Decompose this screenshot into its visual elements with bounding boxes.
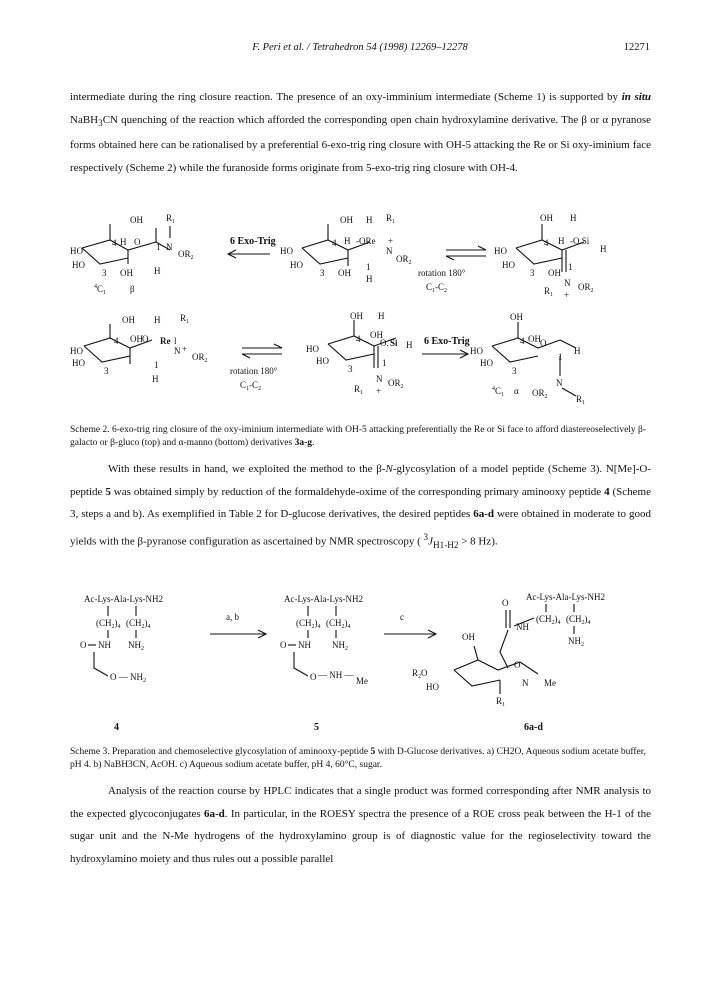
text-run: N (385, 463, 393, 475)
svg-text:HO: HO (72, 358, 85, 368)
rotation-label: rotation 180° (418, 268, 466, 278)
svg-text:3: 3 (102, 268, 107, 278)
svg-text:4C1: $^4C_1$ (492, 386, 505, 398)
svg-text:OH: OH (338, 268, 351, 278)
paragraph-peptide-glycosylation (70, 458, 651, 556)
svg-text:— NH —: — NH — (318, 670, 354, 680)
svg-text:HO: HO (502, 260, 515, 270)
svg-text:H: H (344, 236, 351, 246)
structure-6ad (412, 592, 605, 733)
svg-text:1: 1 (366, 262, 371, 272)
svg-text:4: 4 (520, 336, 525, 346)
svg-text:-ORe: -ORe (356, 236, 376, 246)
text-run: 6a-d (204, 807, 225, 820)
text-run: -glycosylation of a model peptide (Scheme 3). N[Me]-O-peptide (70, 463, 652, 498)
svg-text:H: H (378, 311, 385, 321)
svg-text:NH2: $NH_2$ (332, 640, 348, 652)
text-run: Scheme 2. 6-exo-trig ring closure of the oxy-iminium intermediate with OH-5 attacking preferentially the Re or Si face to afford diastereoselectively β-galacto or β-gluco (top) and α-manno (bottom) derivatives (70, 425, 647, 448)
rotation-label-bottom: rotation 180° (230, 366, 278, 376)
svg-text:OR2: $OR_2$ (388, 378, 404, 390)
svg-text:N: N (386, 246, 393, 256)
svg-text:HO: HO (290, 260, 303, 270)
running-head: F. Peri et al. / Tetrahedron 54 (1998) 12269–12278 (252, 42, 468, 53)
svg-text:O: O (80, 640, 87, 650)
svg-text:NH: NH (516, 622, 529, 632)
svg-text:Re: Re (160, 336, 171, 346)
svg-text:HO: HO (70, 346, 83, 356)
svg-text:3: 3 (320, 268, 325, 278)
svg-text:1: 1 (156, 242, 161, 252)
text-run: CN quenching of the reaction which afforded the corresponding open chain hydroxylamine derivative. The β or α pyranose forms obtained here can be rationalised by a preferential 6-exo-trig ring closure with OH-5 attacking the Re or Si oxy-iminium face respectively (Scheme 2) while the furanoside forms originate from 5-exo-trig ring closure with OH-4. (70, 113, 651, 174)
text-run: was obtained simply by reduction of the formaldehyde-oxime of the corresponding primary aminooxy peptide (110, 485, 605, 498)
exo-trig-label: 6 Exo-Trig (230, 236, 276, 247)
compound-4-label: 4 (114, 722, 119, 733)
svg-text:HO: HO (316, 356, 329, 366)
svg-text:OH: OH (370, 330, 383, 340)
step-c-label: c (400, 612, 404, 622)
svg-text:4: 4 (544, 238, 549, 248)
svg-text:3: 3 (348, 364, 353, 374)
svg-text:R1: $R_1$ (166, 213, 176, 225)
svg-text:R2O: $R_2O$ (412, 668, 428, 680)
peptide-label-5: Ac-Lys-Ala-Lys-NH2 (284, 594, 363, 604)
svg-text:NH: NH (98, 640, 111, 650)
text-run: 4 (604, 485, 610, 498)
svg-text:O.: O. (380, 338, 389, 348)
svg-text:H: H (570, 213, 577, 223)
ring-oxyiminium-si-bottom (306, 311, 413, 396)
svg-text:HO: HO (480, 358, 493, 368)
svg-text:H: H (154, 315, 161, 325)
svg-text:OH: OH (350, 311, 363, 321)
svg-text:-O.Si: -O.Si (570, 236, 590, 246)
svg-text:β: β (130, 284, 135, 294)
text-run: . (311, 438, 315, 448)
svg-text:OR2: $OR_2$ (532, 388, 548, 400)
svg-text:O: O (502, 598, 509, 608)
svg-text:3: 3 (512, 366, 517, 376)
text-run: NaBH (70, 113, 99, 126)
svg-text:H: H (558, 236, 565, 246)
text-run: 5 (105, 485, 111, 498)
svg-text:N: N (522, 678, 529, 688)
svg-text:R1: $R_1$ (576, 394, 586, 406)
svg-text:(CH2)4: $(CH_2)_4$ (296, 618, 321, 630)
text-run: > 8 Hz). (458, 535, 498, 548)
structure-4 (80, 594, 163, 733)
ring-oxyiminium-re (280, 213, 412, 284)
svg-text:+: + (564, 290, 570, 300)
svg-text:R1: $R_1$ (496, 696, 506, 708)
svg-text:(CH2)4: $(CH_2)_4$ (566, 614, 591, 626)
svg-text:HO: HO (280, 246, 293, 256)
svg-text:O: O (280, 640, 287, 650)
svg-text:4: 4 (114, 336, 119, 346)
paragraph-hplc-analysis (70, 780, 651, 870)
text-run: intermediate during the ring closure reaction. The presence of an oxy-imminium intermediate (Scheme 1) is supported by (70, 91, 622, 103)
svg-text:Me: Me (356, 676, 368, 686)
scheme-2-caption (70, 424, 651, 450)
peptide-label-6: Ac-Lys-Ala-Lys-NH2 (526, 592, 605, 602)
svg-text:HO: HO (494, 246, 507, 256)
scheme-3-caption (70, 746, 651, 772)
superscript: 3 (423, 531, 429, 542)
svg-text:N: N (376, 374, 383, 384)
text-run: . In particular, in the ROESY spectra the presence of a ROE cross peak between the H-1 of the sugar unit and the N-Me hydrogens of the hydroxylamino group is of diagnostic value for the regioselectivity toward the hydroxylamino moiety and thus rules out a possible parallel (70, 807, 651, 865)
svg-text:Si: Si (390, 338, 398, 348)
text-run: in situ (621, 91, 651, 103)
svg-text:1: 1 (154, 360, 159, 370)
scheme-3-figure (70, 590, 651, 740)
svg-text:OH: OH (540, 213, 553, 223)
ring-alpha-product (470, 312, 585, 406)
svg-text:OH: OH (340, 215, 353, 225)
svg-text:3: 3 (530, 268, 535, 278)
svg-text:R1: $R_1$ (180, 313, 190, 325)
text-run: were obtained in moderate to good yields with the β-pyranose configuration as ascertained by NMR spectroscopy ( (70, 508, 651, 548)
text-run: J (428, 535, 433, 548)
svg-text:N: N (564, 278, 571, 288)
svg-text:1: 1 (568, 262, 573, 272)
text-run: Analysis of the reaction course by HPLC indicates that a single product was formed corresponding after NMR analysis to the expected glycoconjugates (70, 785, 651, 820)
svg-text:H: H (574, 346, 581, 356)
svg-text:HO: HO (470, 346, 483, 356)
svg-text:OH: OH (130, 215, 143, 225)
compound-6-label: 6a-d (524, 722, 543, 733)
svg-text:OH: OH (120, 268, 133, 278)
text-run: (Scheme 3, steps a and b). As exemplified in Table 2 for D-glucose derivatives, the desired peptides (70, 485, 651, 520)
svg-text:+: + (388, 236, 394, 246)
text-run: 5 (370, 747, 376, 757)
compound-5-label: 5 (314, 722, 319, 733)
svg-text:HO: HO (306, 344, 319, 354)
subscript: H1-H2 (433, 539, 459, 550)
structure-5 (280, 594, 368, 733)
svg-text:4: 4 (112, 238, 117, 248)
svg-text:OH: OH (528, 334, 541, 344)
svg-text:(CH2)4: $(CH_2)_4$ (96, 618, 121, 630)
text-run: Scheme 3. Preparation and chemoselective glycosylation of aminooxy-peptide (70, 747, 371, 757)
svg-text:HO: HO (72, 260, 85, 270)
svg-text:+: + (182, 344, 188, 354)
ring-oxyiminium-si (494, 213, 607, 300)
svg-text:1: 1 (558, 352, 563, 362)
svg-text:(CH2)4: $(CH_2)_4$ (326, 618, 351, 630)
svg-text:OH: OH (130, 334, 143, 344)
svg-text:(CH2)4: $(CH_2)_4$ (126, 618, 151, 630)
svg-text:l: l (174, 336, 177, 346)
step-ab-label: a, b (226, 612, 239, 622)
scheme-2-figure (70, 206, 651, 418)
peptide-label-4: Ac-Lys-Ala-Lys-NH2 (84, 594, 163, 604)
svg-text:R1: $R_1$ (354, 384, 364, 396)
svg-text:OR2: $OR_2$ (396, 254, 412, 266)
svg-text:R1: $R_1$ (386, 213, 396, 225)
running-header (70, 42, 650, 58)
ring-oxyiminium-re-bottom (70, 313, 208, 384)
svg-text:H: H (406, 340, 413, 350)
text-run: with D-Glucose derivatives. a) CH2O, Aqueous sodium acetate buffer, pH 4. b) NaBH3CN, AcOH. c) Aqueous sodium acetate buffer, pH 4, 60°C, sugar. (70, 747, 646, 770)
svg-text:O: O (142, 334, 149, 344)
svg-text:NH2: $NH_2$ (568, 636, 584, 648)
svg-text:H: H (600, 244, 607, 254)
svg-text:R1: $R_1$ (544, 286, 554, 298)
svg-text:C1-C2: $C_1-C_2$ (240, 380, 262, 392)
svg-text:OR2: $OR_2$ (192, 352, 208, 364)
svg-text:H: H (120, 237, 127, 247)
svg-text:OH: OH (462, 632, 475, 642)
svg-text:4: 4 (356, 334, 361, 344)
subscript: 3 (98, 117, 103, 128)
text-run: With these results in hand, we exploited the method to the β- (108, 463, 386, 475)
svg-text:(CH2)4: $(CH_2)_4$ (536, 614, 561, 626)
svg-text:Me: Me (544, 678, 556, 688)
svg-text:H: H (366, 215, 373, 225)
svg-text:O: O (514, 660, 521, 670)
svg-text:1: 1 (382, 358, 387, 368)
svg-text:O: O (310, 672, 317, 682)
svg-text:H: H (152, 374, 159, 384)
svg-text:HO: HO (70, 246, 83, 256)
ring-beta-product (70, 213, 194, 296)
svg-text:NH2: $NH_2$ (128, 640, 144, 652)
page-number: 12271 (623, 42, 650, 53)
svg-text:OH: OH (548, 268, 561, 278)
paragraph-ring-closure (70, 86, 651, 179)
svg-text:N: N (166, 242, 173, 252)
text-run: 3a-g (294, 438, 312, 448)
svg-text:N: N (556, 378, 563, 388)
svg-text:3: 3 (104, 366, 109, 376)
svg-text:4: 4 (332, 238, 337, 248)
svg-text:OH: OH (122, 315, 135, 325)
svg-text:4C1: $^4C_1$ (94, 284, 107, 296)
svg-text:O: O (540, 338, 547, 348)
svg-text:O: O (134, 237, 141, 247)
svg-text:HO: HO (426, 682, 439, 692)
svg-text:O — NH2: O — $NH_2$ (110, 672, 146, 684)
svg-text:α: α (514, 386, 519, 396)
svg-text:C1-C2: $C_1-C_2$ (426, 282, 448, 294)
svg-text:OR2: $OR_2$ (578, 282, 594, 294)
svg-text:NH: NH (298, 640, 311, 650)
text-run: 6a-d (473, 508, 495, 520)
svg-text:OH: OH (510, 312, 523, 322)
exo-trig-label-bottom: 6 Exo-Trig (424, 336, 470, 347)
svg-text:N: N (174, 346, 181, 356)
svg-text:H: H (154, 266, 161, 276)
svg-text:OR2: $OR_2$ (178, 249, 194, 261)
svg-text:H: H (366, 274, 373, 284)
svg-text:+: + (376, 386, 382, 396)
